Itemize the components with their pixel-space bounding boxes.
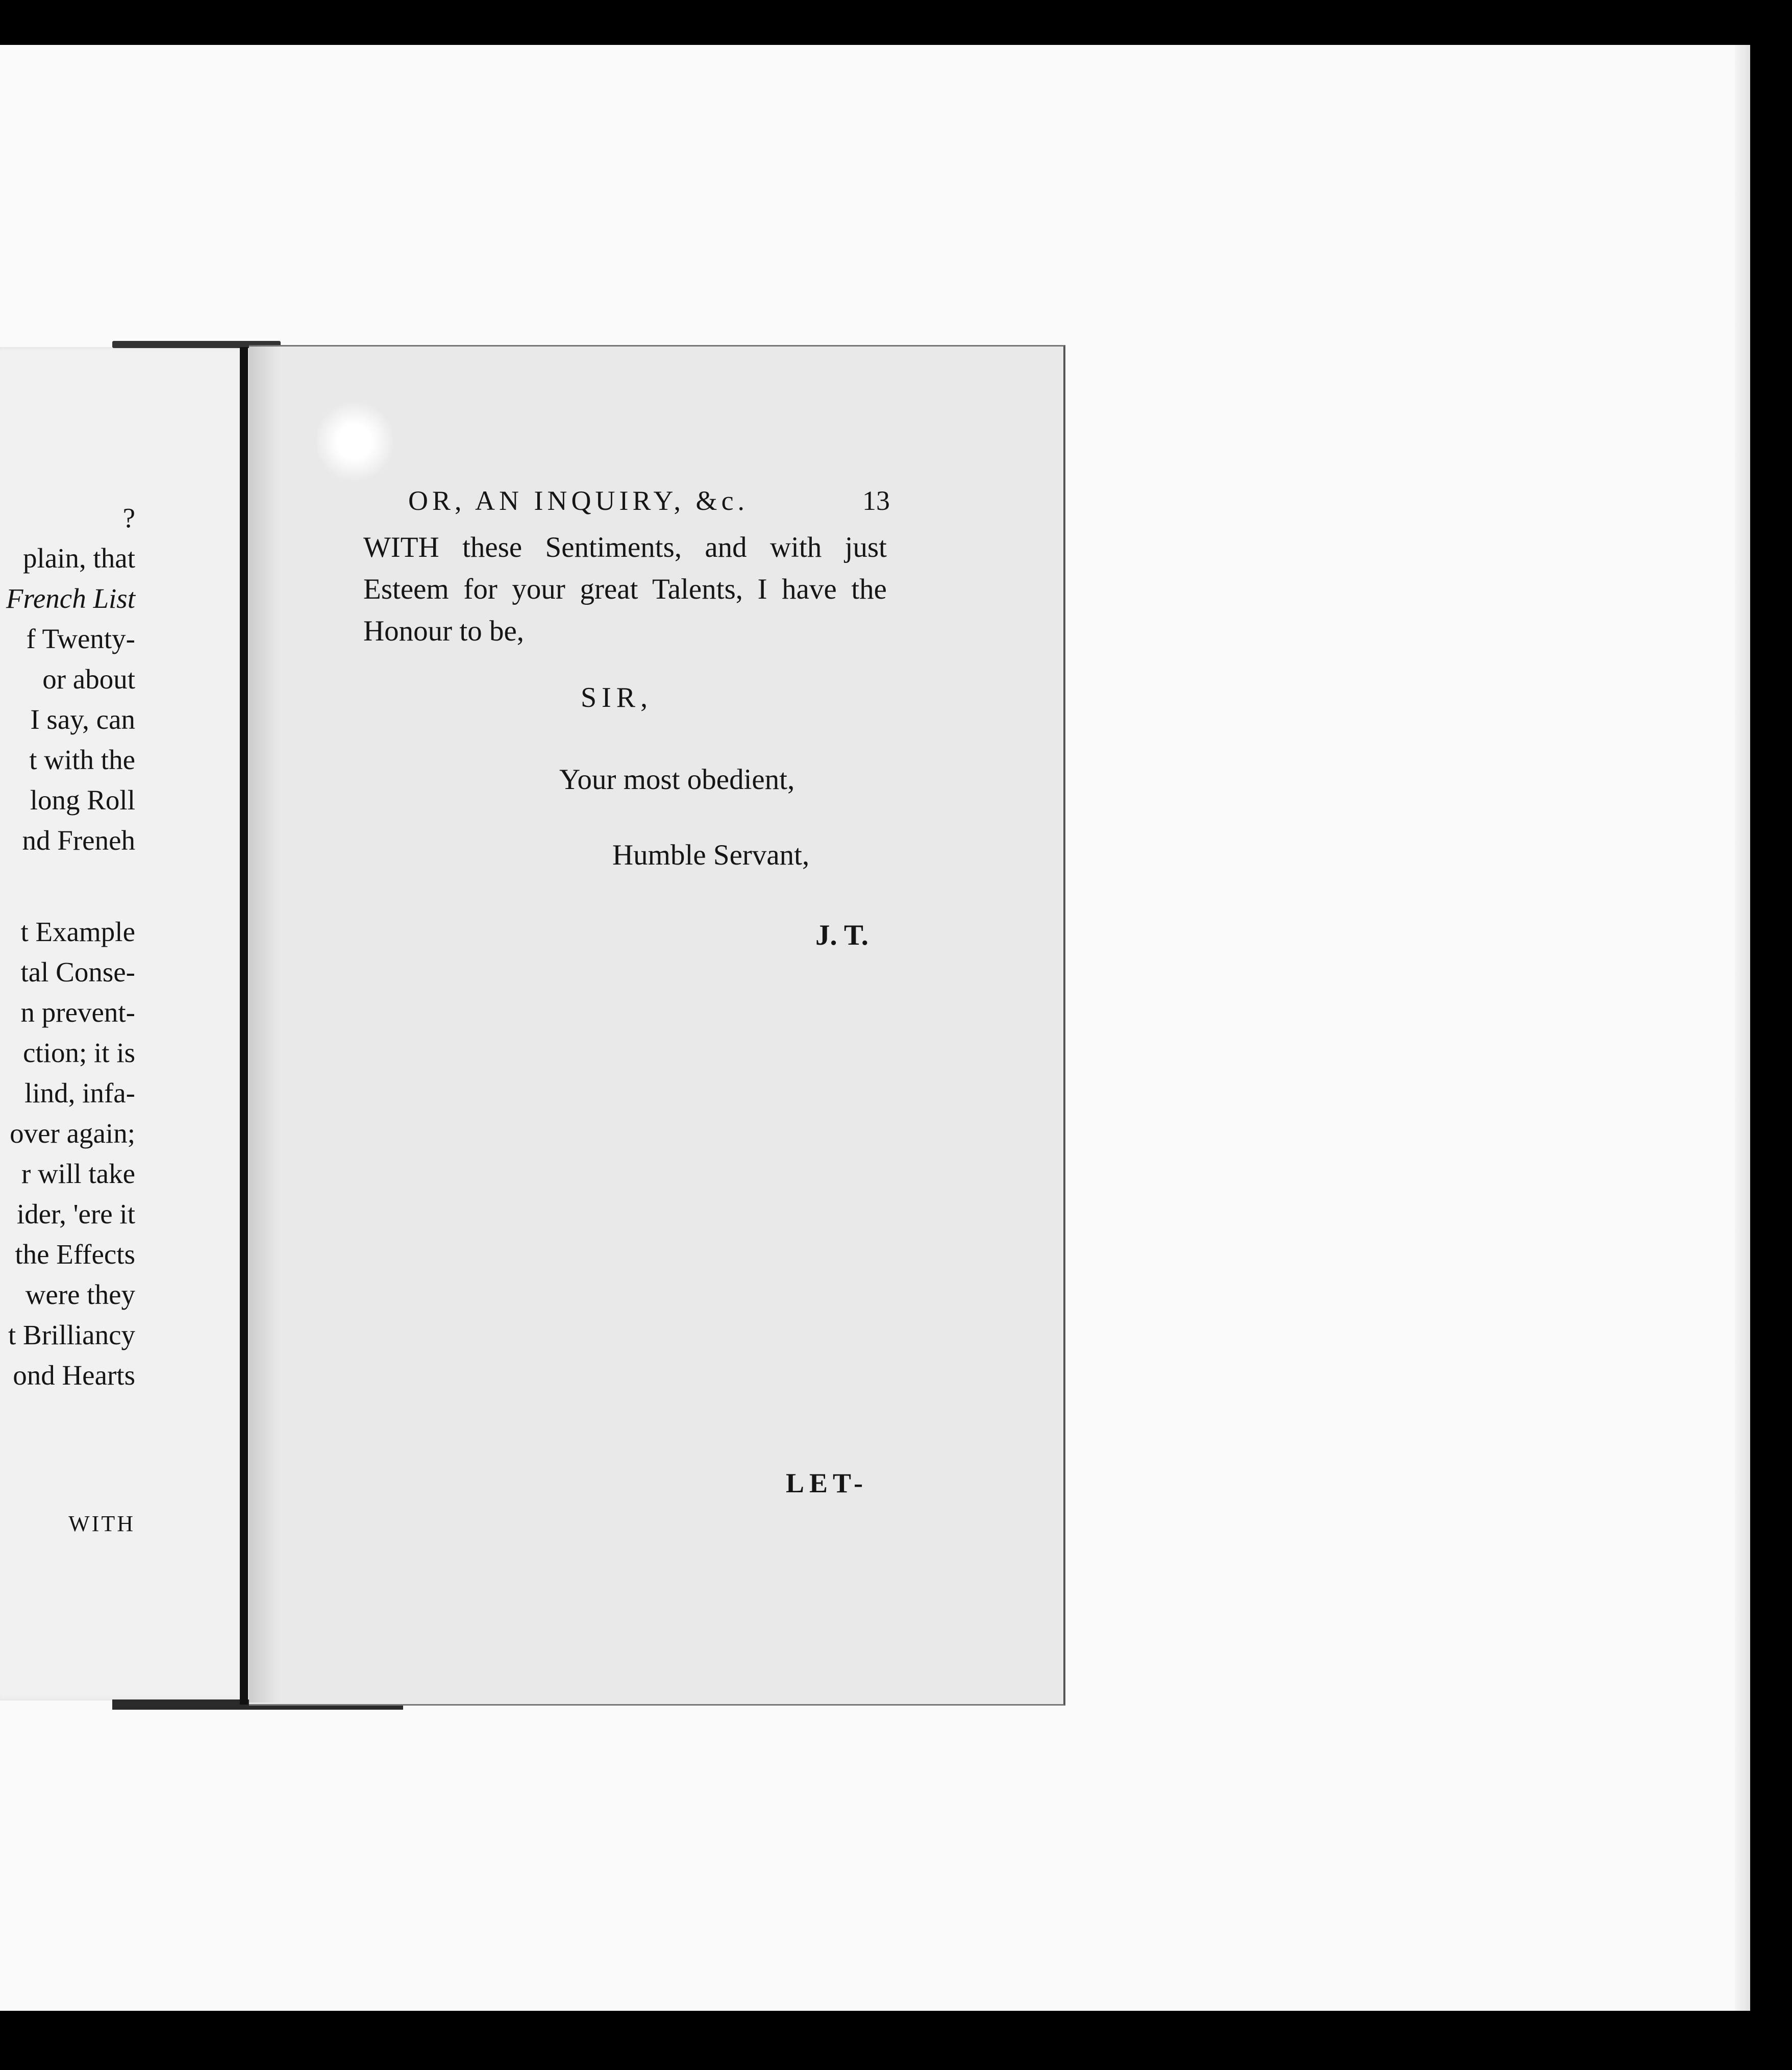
left-line: t Example (20, 916, 135, 947)
left-line: n prevent- (20, 997, 135, 1028)
left-paragraph-gap (0, 860, 135, 911)
salutation: SIR, (581, 682, 653, 713)
page-number: 13 (862, 485, 890, 516)
left-line: nd Freneh (22, 825, 135, 856)
signature: J. T. (815, 919, 869, 951)
left-line: plain, that (23, 543, 135, 574)
left-line: over again; (10, 1118, 135, 1149)
left-line: ond Hearts (13, 1360, 135, 1391)
paragraph-line: Esteem for your great Talents, I have the (363, 573, 887, 605)
left-line: I say, can (30, 704, 135, 735)
left-line: French List (6, 583, 135, 614)
closing-line: Your most obedient, (559, 763, 795, 796)
left-catchword: WITH (68, 1511, 135, 1536)
left-line: lind, infa- (24, 1077, 135, 1108)
left-line: tal Conse- (20, 956, 135, 988)
right-page-gutter-shade (249, 345, 280, 1703)
closing-line: Humble Servant, (612, 839, 810, 871)
mount-edge-shadow (1735, 45, 1750, 2011)
paper-stain (316, 398, 393, 485)
running-head: OR, AN INQUIRY, &c. (408, 485, 749, 516)
left-page-text (0, 498, 135, 1395)
left-line: t with the (29, 744, 135, 775)
left-line: or about (42, 663, 135, 695)
paragraph-line: Honour to be, (363, 615, 525, 647)
left-line: r will take (21, 1158, 135, 1189)
paragraph-line: WITH these Sentiments, and with just (363, 531, 887, 563)
catchword: LET- (786, 1468, 868, 1498)
book-gutter (240, 347, 248, 1705)
left-line: the Effects (15, 1239, 135, 1270)
left-line: long Roll (30, 784, 135, 816)
left-line: ? (122, 502, 135, 533)
left-line: ider, 'ere it (16, 1198, 135, 1229)
left-line: were they (25, 1279, 135, 1310)
left-line: ction; it is (23, 1037, 135, 1068)
left-line: f Twenty- (26, 623, 135, 654)
left-line: t Brilliancy (8, 1319, 135, 1350)
closing-paragraph (363, 527, 887, 652)
